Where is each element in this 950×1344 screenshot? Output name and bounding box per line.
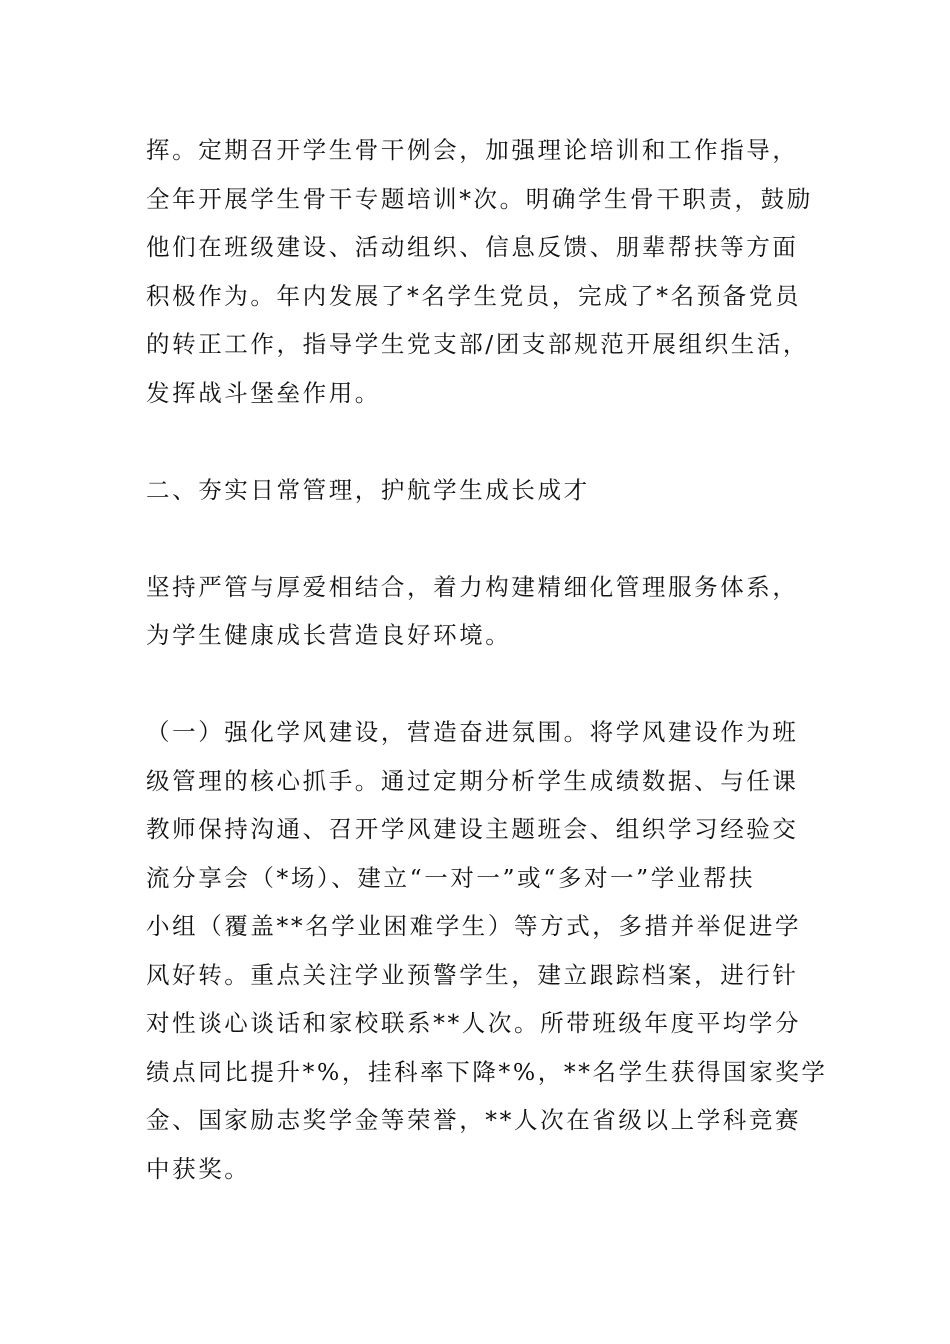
text-line: 级管理的核心抓手。通过定期分析学生成绩数据、与任课 — [146, 766, 799, 795]
heading-line: 二、夯实日常管理，护航学生成长成才 — [146, 475, 590, 504]
paragraph-gap — [146, 660, 811, 709]
text-line: 挥。定期召开学生骨干例会，加强理论培训和工作指导， — [146, 136, 799, 164]
paragraph-management-intro — [146, 563, 811, 660]
text-line: 教师保持沟通、召开学风建设主题班会、组织学习经验交 — [146, 815, 799, 843]
text-line: 流分享会（*场）、建立“一对一”或“多对一”学业帮扶 — [146, 863, 756, 892]
text-line: 中获奖。 — [146, 1154, 251, 1183]
document-body — [146, 126, 828, 1193]
text-line: 金、国家励志奖学金等荣誉，**人次在省级以上学科竞赛 — [146, 1106, 802, 1134]
text-line: 全年开展学生骨干专题培训*次。明确学生骨干职责，鼓励 — [146, 184, 813, 213]
paragraph-gap — [146, 417, 811, 466]
paragraph-study-style — [146, 708, 828, 1193]
text-line: （一）强化学风建设，营造奋进氛围。将学风建设作为班 — [146, 718, 799, 746]
paragraph-student-leaders — [146, 126, 811, 417]
text-line: 坚持严管与厚爱相结合，着力构建精细化管理服务体系， — [146, 572, 799, 601]
text-line: 为学生健康成长营造良好环境。 — [146, 621, 512, 649]
text-line: 小组（覆盖**名学业困难学生）等方式，多措并举促进学 — [146, 912, 802, 940]
text-line: 绩点同比提升*%，挂科率下降*%，**名学生获得国家奖学 — [146, 1057, 828, 1086]
text-line: 他们在班级建设、活动组织、信息反馈、朋辈帮扶等方面 — [146, 233, 799, 261]
text-line: 对性谈心谈话和家校联系**人次。所带班级年度平均学分 — [146, 1009, 802, 1037]
section-heading-2 — [146, 466, 811, 515]
text-line: 的转正工作，指导学生党支部/团支部规范开展组织生活， — [146, 330, 810, 358]
text-line: 风好转。重点关注学业预警学生，建立跟踪档案，进行针 — [146, 960, 799, 989]
text-line: 积极作为。年内发展了*名学生党员，完成了*名预备党员 — [146, 281, 802, 310]
paragraph-gap — [146, 514, 811, 563]
text-line: 发挥战斗堡垒作用。 — [146, 378, 381, 407]
